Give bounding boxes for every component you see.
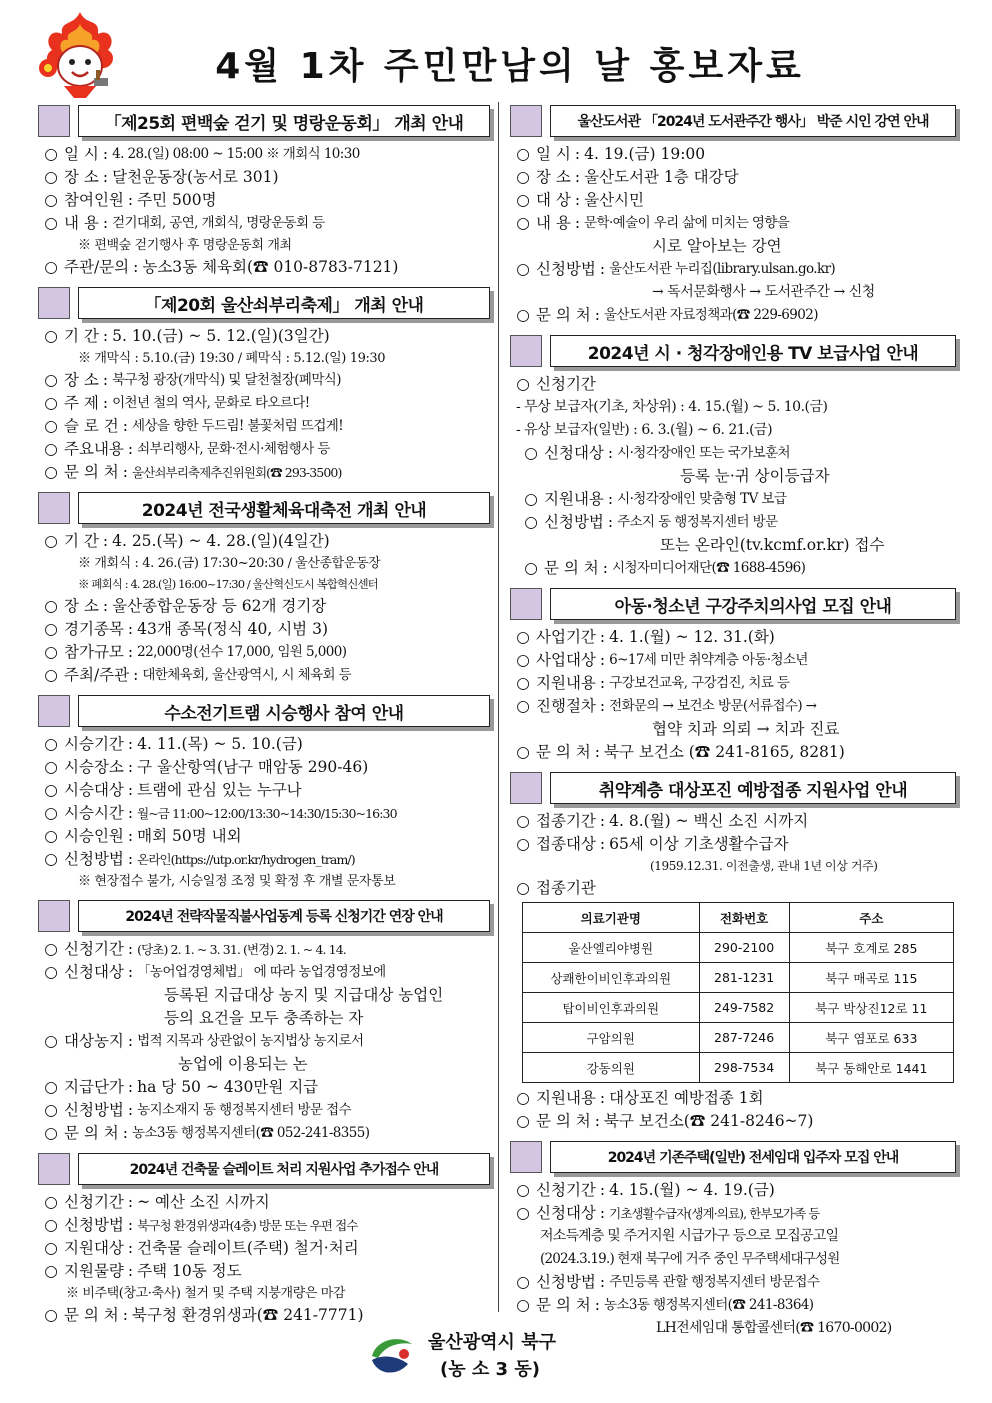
continuation-line: 시로 알아보는 강연 — [652, 237, 782, 255]
section-note: ※ 비주택(창고·축사) 철거 및 주택 지붕개량은 마감 — [66, 1286, 346, 1301]
info-row: ○ 일 시 : 4. 28.(일) 08:00 ~ 15:00 ※ 개회식 10:30 — [44, 145, 360, 163]
section-marker — [510, 588, 542, 620]
info-row: ○ 내 용 : 걷기대회, 공연, 개회식, 명랑운동회 등 — [44, 214, 325, 232]
section-tv-supply — [510, 334, 956, 580]
section-marker — [510, 772, 542, 804]
footer-dept: (농 소 3 동) — [440, 1359, 540, 1380]
info-row: ○ 신청방법 : 울산도서관 누리집(library.ulsan.go.kr) — [516, 260, 836, 278]
table-row: 구암의원 287-7246 북구 염포로 633 — [523, 1023, 954, 1053]
info-row: ○ 일 시 : 4. 19.(금) 19:00 — [516, 145, 706, 163]
info-row: ○ 시승장소 : 구 울산항역(남구 매암동 290-46) — [44, 758, 369, 776]
info-row: ○ 사업대상 : 6~17세 미만 취약계층 아동·청소년 — [516, 651, 808, 669]
info-row: ○ 시승시간 : 월~금 11:00~12:00/13:30~14:30/15:30~16:30 — [44, 804, 397, 822]
info-row: ○ 문 의 처 : 농소3동 행정복지센터(☎ 241-8364) — [516, 1296, 814, 1314]
info-row: ○ 대상농지 : 법적 지목과 상관없이 농지법상 농지로서 — [44, 1032, 364, 1050]
section-header: 2024년 전국생활체육대축전 개최 안내 — [78, 492, 490, 524]
info-row: ○ 신청방법 : 온라인(https://utp.or.kr/hydrogen_tram/) — [44, 850, 355, 868]
section-marker — [38, 695, 70, 727]
info-row: ○ 지원내용 : 대상포진 예방접종 1회 — [516, 1089, 764, 1107]
section-header: 「제20회 울산쇠부리축제」 개최 안내 — [78, 287, 490, 319]
info-row: ○ 지원물량 : 주택 10동 정도 — [44, 1262, 242, 1280]
section-note: ※ 편백숲 걷기행사 후 명랑운동회 개최 — [78, 238, 292, 253]
section-header: 수소전기트램 시승행사 참여 안내 — [78, 695, 490, 727]
info-row: ○ 장 소 : 달천운동장(농서로 301) — [44, 168, 279, 186]
bukgu-logo-icon — [368, 1330, 416, 1378]
section-hydrogen-tram — [38, 694, 490, 892]
info-row: ○ 장 소 : 울산종합운동장 등 62개 경기장 — [44, 597, 327, 615]
section-header: 울산도서관 「2024년 도서관주간 행사」 박준 시인 강연 안내 — [550, 105, 956, 137]
section-sports-festival — [38, 491, 490, 687]
continuation-line: 등록된 지급대상 농지 및 지급대상 농업인 — [164, 986, 444, 1004]
mascot-character-icon — [34, 8, 126, 100]
continuation-line: 등의 요건을 모두 충족하는 자 — [164, 1009, 364, 1027]
footer — [368, 1328, 628, 1382]
info-row: ○ 주최/주관 : 대한체육회, 울산광역시, 시 체육회 등 — [44, 666, 352, 684]
info-row: ○ 참여인원 : 주민 500명 — [44, 191, 217, 209]
continuation-line: 또는 온라인(tv.kcmf.or.kr) 접수 — [660, 536, 885, 554]
info-row: ○ 신청방법 : 농지소재지 동 행정복지센터 방문 접수 — [44, 1101, 351, 1119]
info-row: ○ 문 의 처 : 북구 보건소(☎ 241-8246~7) — [516, 1112, 814, 1130]
table-header: 주소 — [789, 903, 953, 933]
section-slate-removal — [38, 1152, 490, 1327]
section-jeonse-rental — [510, 1140, 956, 1340]
right-column — [510, 104, 956, 1347]
section-shingles-vaccine — [510, 771, 956, 1133]
info-row: ○ 기 간 : 5. 10.(금) ~ 5. 12.(일)(3일간) — [44, 327, 330, 345]
info-row: ○ 주관/문의 : 농소3동 체육회(☎ 010-8783-7121) — [44, 258, 399, 276]
section-note: ※ 현장접수 불가, 시승일정 조정 및 확정 후 개별 문자통보 — [78, 874, 396, 889]
info-row: ○ 진행절차 : 전화문의 → 보건소 방문(서류접수) → — [516, 697, 817, 715]
info-row: ○ 신청방법 : 주소지 동 행정복지센터 방문 — [524, 513, 778, 531]
info-row: ○ 접종기간 : 4. 8.(월) ~ 백신 소진 시까지 — [516, 812, 809, 830]
table-row: 울산엘리야병원 290-2100 북구 호계로 285 — [523, 933, 954, 963]
table-header-row — [523, 903, 954, 933]
info-row: ○ 주요내용 : 쇠부리행사, 문화·전시·체험행사 등 — [44, 440, 330, 458]
section-note: ※ 폐회식 : 4. 28.(일) 16:00~17:30 / 울산혁신도시 복합혁신센터 — [78, 577, 378, 591]
section-dental-care — [510, 587, 956, 764]
table-header: 의료기관명 — [523, 903, 700, 933]
info-row: ○ 지원내용 : 시·청각장애인 맞춤형 TV 보급 — [524, 490, 787, 508]
info-row: ○ 사업기간 : 4. 1.(월) ~ 12. 31.(화) — [516, 628, 775, 646]
section-header: 아동·청소년 구강주치의사업 모집 안내 — [550, 588, 956, 620]
section-marker — [38, 105, 70, 137]
page-title: 4월 1차 주민만남의 날 홍보자료 — [215, 46, 805, 87]
continuation-line: 저소득계층 및 주거지원 시급가구 등으로 모집공고일 — [540, 1228, 839, 1244]
section-library-lecture — [510, 104, 956, 327]
table-row: 강동의원 298-7534 북구 동해안로 1441 — [523, 1053, 954, 1083]
continuation-line: → 독서문화행사 → 도서관주간 → 신청 — [652, 284, 875, 300]
info-row: ○ 지급단가 : ha 당 50 ~ 430만원 지급 — [44, 1078, 319, 1096]
info-row: ○ 문 의 처 : 울산쇠부리축제추진위원회(☎ 293-3500) — [44, 463, 342, 481]
section-header: 「제25회 편백숲 걷기 및 명랑운동회」 개최 안내 — [78, 105, 490, 137]
sub-item: - 무상 보급자(기초, 차상위) : 4. 15.(월) ~ 5. 10.(금) — [516, 399, 828, 415]
continuation-line: 등록 눈·귀 상이등급자 — [680, 467, 830, 485]
continuation-line: 협약 치과 의뢰 → 치과 진료 — [652, 720, 840, 738]
continuation-line: (2024.3.19.) 현재 북구에 거주 중인 무주택세대구성원 — [540, 1251, 840, 1267]
section-marker — [38, 492, 70, 524]
info-row: ○ 기 간 : 4. 25.(목) ~ 4. 28.(일)(4일간) — [44, 532, 330, 550]
section-walking-event — [38, 104, 490, 279]
info-row: ○ 슬 로 건 : 세상을 향한 두드림! 불꽃처럼 뜨겁게! — [44, 417, 344, 435]
table-row: 탑이비인후과의원 249-7582 북구 박상진12로 11 — [523, 993, 954, 1023]
info-row: ○ 문 의 처 : 북구 보건소 (☎ 241-8165, 8281) — [516, 743, 845, 761]
section-header: 2024년 건축물 슬레이트 처리 지원사업 추가접수 안내 — [78, 1153, 490, 1185]
info-row: ○ 신청기간 : (당초) 2. 1. ~ 3. 31. (변경) 2. 1. ~ 4. 14. — [44, 940, 346, 958]
left-column — [38, 104, 490, 1334]
info-row: ○ 신청기간 : 4. 15.(월) ~ 4. 19.(금) — [516, 1181, 775, 1199]
section-note: (1959.12.31. 이전출생, 관내 1년 이상 거주) — [650, 859, 878, 873]
info-row: ○ 경기종목 : 43개 종목(정식 40, 시범 3) — [44, 620, 328, 638]
section-header: 2024년 기존주택(일반) 전세임대 입주자 모집 안내 — [550, 1141, 956, 1173]
info-row: ○ 신청기간 : ~ 예산 소진 시까지 — [44, 1193, 270, 1211]
section-header: 2024년 전략작물직불사업동계 등록 신청기간 연장 안내 — [78, 900, 490, 932]
info-row: ○ 대 상 : 울산시민 — [516, 191, 645, 209]
clinic-table — [522, 902, 954, 1083]
info-row: ○ 주 제 : 이천년 철의 역사, 문화로 타오르다! — [44, 394, 310, 412]
info-row: ○ 장 소 : 울산도서관 1층 대강당 — [516, 168, 739, 186]
continuation-line: 농업에 이용되는 논 — [178, 1055, 308, 1073]
section-header: 2024년 시 · 청각장애인용 TV 보급사업 안내 — [550, 335, 956, 367]
info-row: ○ 참가규모 : 22,000명(선수 17,000, 임원 5,000) — [44, 643, 347, 661]
table-row: 상쾌한이비인후과의원 281-1231 북구 매곡로 115 — [523, 963, 954, 993]
info-row: ○ 문 의 처 : 농소3동 행정복지센터(☎ 052-241-8355) — [44, 1124, 370, 1142]
info-row: ○ 지원대상 : 건축물 슬레이트(주택) 철거·처리 — [44, 1239, 359, 1257]
section-note: ※ 개막식 : 5.10.(금) 19:30 / 폐막식 : 5.12.(일) 19:30 — [78, 351, 386, 366]
info-row: ○ 문 의 처 : 울산도서관 자료정책과(☎ 229-6902) — [516, 306, 818, 324]
info-row: ○ 신청기간 — [516, 375, 596, 393]
info-row: ○ 시승인원 : 매회 50명 내외 — [44, 827, 242, 845]
info-row: ○ 장 소 : 북구청 광장(개막식) 및 달천철장(폐막식) — [44, 371, 341, 389]
info-row: ○ 접종대상 : 65세 이상 기초생활수급자 — [516, 835, 789, 853]
section-marker — [38, 287, 70, 319]
info-row: ○ 접종기관 — [516, 879, 596, 897]
info-row: ○ 내 용 : 문학·예술이 우리 삶에 미치는 영향을 — [516, 214, 790, 232]
section-strategic-crops — [38, 899, 490, 1145]
info-row: ○ 신청방법 : 주민등록 관할 행정복지센터 방문접수 — [516, 1273, 820, 1291]
info-row: ○ 지원내용 : 구강보건교육, 구강검진, 치료 등 — [516, 674, 790, 692]
continuation-line: LH전세임대 통합콜센터(☎ 1670-0002) — [656, 1320, 892, 1336]
column-divider — [498, 102, 499, 1312]
section-marker — [38, 900, 70, 932]
info-row: ○ 시승대상 : 트램에 관심 있는 누구나 — [44, 781, 302, 799]
info-row: ○ 신청방법 : 북구청 환경위생과(4층) 방문 또는 우편 접수 — [44, 1216, 358, 1234]
section-marker — [38, 1153, 70, 1185]
section-note: ※ 개회식 : 4. 26.(금) 17:30~20:30 / 울산종합운동장 — [78, 556, 381, 571]
table-header: 전화번호 — [699, 903, 789, 933]
footer-org: 울산광역시 북구 — [428, 1332, 556, 1353]
sub-item: - 유상 보급자(일반) : 6. 3.(월) ~ 6. 21.(금) — [516, 422, 773, 438]
info-row: ○ 문 의 처 : 시청자미디어재단(☎ 1688-4596) — [524, 559, 806, 577]
info-row: ○ 문 의 처 : 북구청 환경위생과(☎ 241-7771) — [44, 1306, 364, 1324]
section-marker — [510, 335, 542, 367]
info-row: ○ 시승기간 : 4. 11.(목) ~ 5. 10.(금) — [44, 735, 303, 753]
section-marker — [510, 105, 542, 137]
section-soeburi-festival — [38, 286, 490, 484]
section-marker — [510, 1141, 542, 1173]
info-row: ○ 신청대상 : 「농어업경영체법」 에 따라 농업경영정보에 — [44, 963, 386, 981]
info-row: ○ 신청대상 : 시·청각장애인 또는 국가보훈처 — [524, 444, 790, 462]
info-row: ○ 신청대상 : 기초생활수급자(생계·의료), 한부모가족 등 — [516, 1204, 820, 1222]
section-header: 취약계층 대상포진 예방접종 지원사업 안내 — [550, 772, 956, 804]
